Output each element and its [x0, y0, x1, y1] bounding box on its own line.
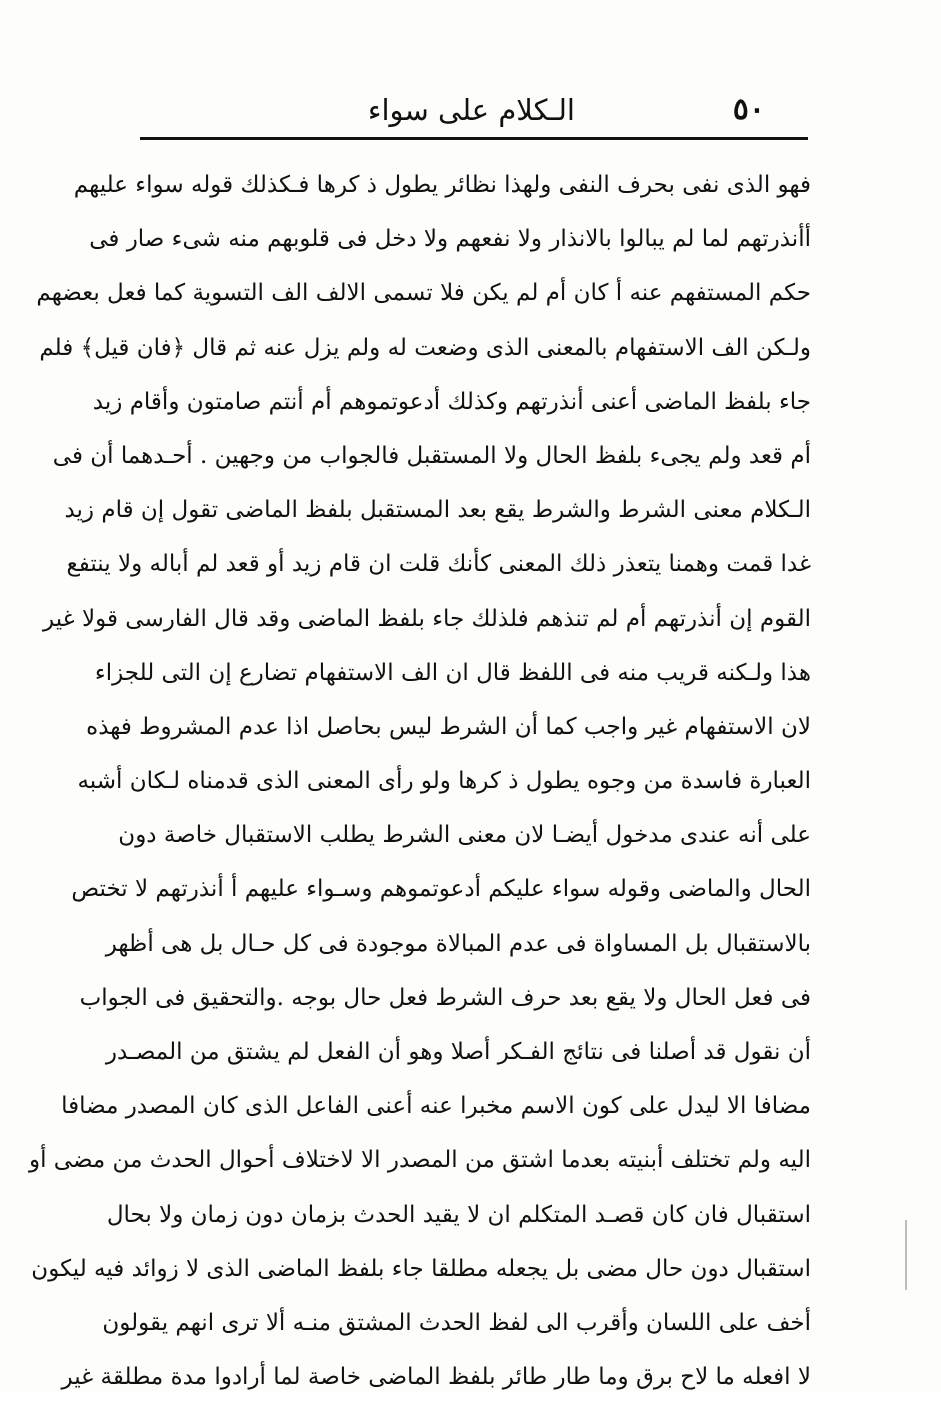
header-divider: [140, 137, 808, 140]
text-line: بالاستقبال بل المساواة فى عدم المبالاة موجودة فى كل حـال بل هى أظهر: [105, 930, 811, 957]
text-line: أخف على اللسان وأقرب الى لفظ الحدث المشتق منـه ألا ترى انهم يقولون: [102, 1309, 811, 1336]
text-line: استقبال دون حال مضى بل يجعله مطلقا جاء بلفظ الماضى الذى لا زوائد فيه ليكون: [31, 1255, 811, 1282]
body-text: [29, 158, 811, 1404]
page-header: [140, 88, 805, 134]
text-line: أأنذرتهم لما لم يبالوا بالانذار ولا نفعهم ولا دخل فى قلوبهم منه شىء صار فى: [89, 226, 811, 253]
text-line: الحال والماضى وقوله سواء عليكم أدعوتموهم وسـواء عليهم أ أنذرتهم لا تختص: [71, 876, 811, 903]
text-line: فى فعل الحال ولا يقع بعد حرف الشرط فعل حال بوجه .والتحقيق فى الجواب: [79, 984, 811, 1011]
text-line: جاء بلفظ الماضى أعنى أنذرتهم وكذلك أدعوتموهم أم أنتم صامتون وأقام زيد: [92, 388, 811, 415]
text-line: لا افعله ما لاح برق وما طار طائر بلفظ الماضى خاصة لما أرادوا مدة مطلقة غير: [61, 1364, 811, 1391]
text-line: العبارة فاسدة من وجوه يطول ذ كرها ولو رأى المعنى الذى قدمناه لـكان أشبه: [77, 768, 811, 795]
scan-edge-mark: [905, 1220, 907, 1290]
text-line: ولـكن الف الاستفهام بالمعنى الذى وضعت له ولم يزل عنه ثم قال ﴿فان قيل﴾ فلم: [39, 334, 811, 361]
text-line: الـكلام معنى الشرط والشرط يقع بعد المستقبل بلفظ الماضى تقول إن قام زيد: [64, 497, 811, 524]
text-line: أم قعد ولم يجىء بلفظ الحال ولا المستقبل فالجواب من وجهين . أحـدهما أن فى: [52, 442, 811, 469]
text-line: هذا ولـكنه قريب منه فى اللفظ قال ان الف الاستفهام تضارع إن التى للجزاء: [94, 659, 811, 686]
running-title: الـكلام على سواء: [367, 93, 575, 127]
text-line: اليه ولم تختلف أبنيته بعدما اشتق من المصدر الا لاختلاف أحوال الحدث من مضى أو: [29, 1147, 811, 1174]
text-line: مضافا الا ليدل على كون الاسم مخبرا عنه أعنى الفاعل الذى كان المصدر مضافا: [61, 1093, 811, 1120]
text-line: على أنه عندى مدخول أيضـا لان معنى الشرط يطلب الاستقبال خاصة دون: [118, 822, 811, 849]
text-line: أن نقول قد أصلنا فى نتائج الفـكر أصلا وهو أن الفعل لم يشتق من المصـدر: [105, 1039, 811, 1065]
page-number: ٥٠: [732, 92, 765, 127]
text-line: حكم المستفهم عنه أ كان أم لم يكن فلا تسمى الالف الف التسوية كما فعل بعضهم: [36, 280, 811, 307]
text-line: استقبال فان كان قصـد المتكلم ان لا يقيد الحدث بزمان دون زمان ولا بحال: [106, 1201, 811, 1228]
text-line: القوم إن أنذرتهم أم لم تنذهم فلذلك جاء بلفظ الماضى وقد قال الفارسى قولا غير: [43, 605, 811, 632]
text-line: لان الاستفهام غير واجب كما أن الشرط ليس بحاصل اذا عدم المشروط فهذه: [86, 713, 811, 740]
text-line: غدا قمت وهمنا يتعذر ذلك المعنى كأنك قلت ان قام زيد أو قعد لم أباله ولا ينتفع: [66, 551, 811, 578]
text-line: فهو الذى نفى بحرف النفى ولهذا نظائر يطول ذ كرها فـكذلك قوله سواء عليهم: [73, 172, 811, 198]
